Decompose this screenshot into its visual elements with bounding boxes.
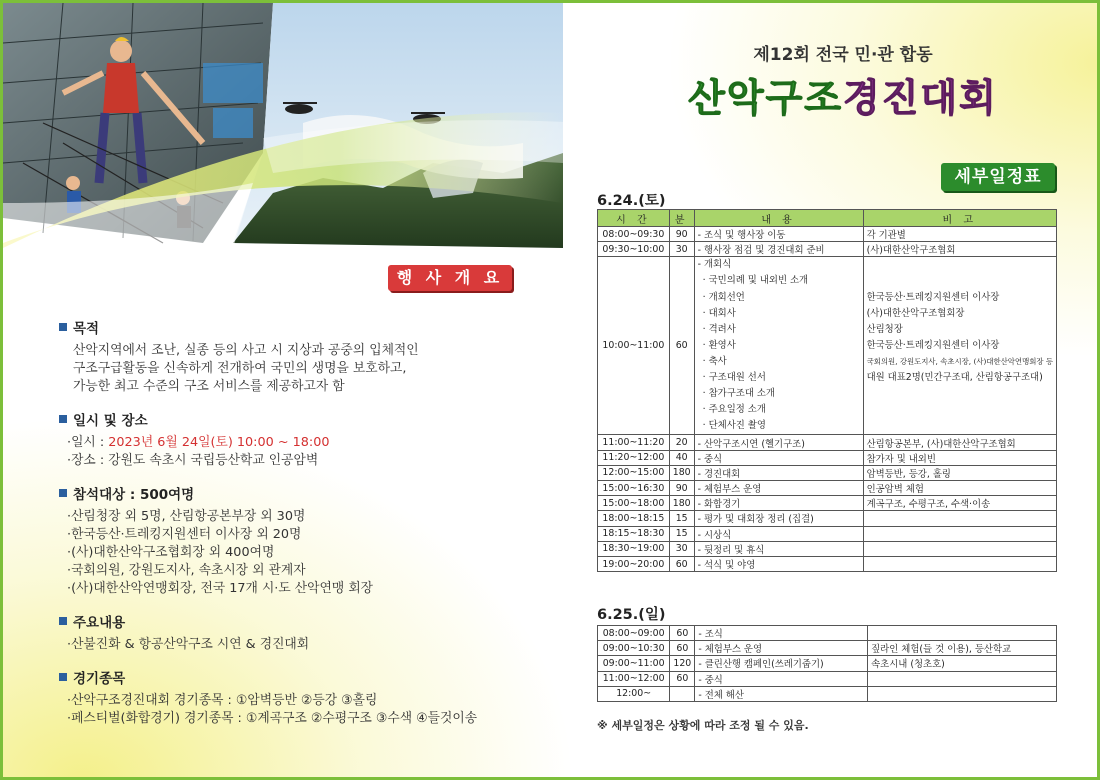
table-cell	[868, 671, 1057, 686]
ceremony-item: · 축사	[702, 355, 727, 367]
table-cell: 09:30~10:00	[598, 242, 670, 257]
table-cell: 60	[669, 556, 694, 571]
table-row	[598, 480, 1057, 495]
overview-badge: 행 사 개 요	[388, 265, 512, 291]
table-row	[598, 671, 1057, 686]
table-cell: 15:00~18:00	[598, 496, 670, 511]
ceremony-item: · 환영사	[702, 339, 736, 351]
table-row	[598, 465, 1057, 480]
section-title: 참석대상 : 500여명	[59, 483, 539, 503]
table-cell: 10:00~11:00	[598, 257, 670, 435]
table-cell: - 산악구조시연 (헬기구조)	[694, 435, 863, 450]
header-note: 비 고	[863, 210, 1056, 227]
table-cell: 60	[669, 257, 694, 435]
table-cell: - 시상식	[694, 526, 863, 541]
table-cell	[670, 686, 695, 701]
table-cell: - 체험부스 운영	[694, 480, 863, 495]
table-row	[598, 556, 1057, 571]
table-header-row	[598, 210, 1057, 227]
table-cell: 18:00~18:15	[598, 511, 670, 526]
table-cell: 11:00~12:00	[598, 671, 670, 686]
table-cell: 인공암벽 체험	[863, 480, 1056, 495]
day2-schedule-table	[597, 625, 1057, 702]
section-line: ·산불진화 & 항공산악구조 시연 & 경진대회	[67, 637, 310, 652]
table-cell: 09:00~11:00	[598, 656, 670, 671]
section-line: ·일시 : 2023년 6월 24일(토) 10:00 ~ 18:00	[67, 435, 330, 450]
table-cell: 참가자 및 내외빈	[863, 450, 1056, 465]
ceremony-note: 산림청장	[866, 323, 903, 335]
ceremony-notes	[863, 257, 1056, 435]
table-row	[598, 686, 1057, 701]
ceremony-item: · 국민의례 및 내외빈 소개	[702, 275, 809, 287]
section-attendees	[59, 483, 539, 598]
header-min: 분	[669, 210, 694, 227]
event-date: 2023년 6월 24일(토) 10:00 ~ 18:00	[108, 435, 330, 450]
table-cell: 40	[669, 450, 694, 465]
table-row-ceremony	[598, 257, 1057, 435]
table-cell: 계곡구조, 수평구조, 수색·이송	[863, 496, 1056, 511]
table-row	[598, 435, 1057, 450]
table-cell: 12:00~15:00	[598, 465, 670, 480]
event-subtitle: 제12회 전국 민·관 합동	[753, 45, 933, 65]
table-cell: 짚라인 체험(들 것 이용), 등산학교	[868, 641, 1057, 656]
section-title: 경기종목	[59, 667, 539, 687]
ceremony-item: · 격려사	[702, 323, 736, 335]
table-row	[598, 526, 1057, 541]
table-cell: 90	[669, 227, 694, 242]
section-line: ·(사)대한산악연맹회장, 전국 17개 시·도 산악연맹 회장	[67, 581, 374, 596]
ceremony-item: · 대회사	[702, 307, 736, 319]
square-bullet-icon	[59, 415, 67, 423]
table-cell: - 체험부스 운영	[695, 641, 868, 656]
section-events	[59, 667, 539, 728]
table-cell	[863, 511, 1056, 526]
square-bullet-icon	[59, 323, 67, 331]
table-cell: 30	[669, 242, 694, 257]
section-line: ·산악구조경진대회 경기종목 : ①암벽등반 ②등강 ③홀링	[67, 693, 378, 708]
day2-date: 6.25.(일)	[597, 607, 666, 623]
table-cell: 각 기관별	[863, 227, 1056, 242]
table-cell	[868, 686, 1057, 701]
overview-sections	[59, 317, 539, 741]
header-time: 시 간	[598, 210, 670, 227]
header-content: 내 용	[694, 210, 863, 227]
table-cell: 15	[669, 511, 694, 526]
section-purpose	[59, 317, 539, 396]
table-row	[598, 511, 1057, 526]
table-cell: 18:15~18:30	[598, 526, 670, 541]
ceremony-item: · 참가구조대 소개	[702, 388, 775, 400]
section-line: 구조구급활동을 신속하게 전개하여 국민의 생명을 보호하고,	[73, 361, 407, 376]
section-line: ·(사)대한산악구조협회장 외 400여명	[67, 545, 275, 560]
section-datetime	[59, 409, 539, 470]
table-cell: (사)대한산악구조협회	[863, 242, 1056, 257]
table-cell: 15:00~16:30	[598, 480, 670, 495]
square-bullet-icon	[59, 617, 67, 625]
square-bullet-icon	[59, 673, 67, 681]
table-cell: - 행사장 점검 및 경진대회 준비	[694, 242, 863, 257]
table-cell: - 중식	[694, 450, 863, 465]
section-line: ·페스티벌(화합경기) 경기종목 : ①계곡구조 ②수평구조 ③수색 ④들것이송	[67, 711, 478, 726]
section-line: 산악지역에서 조난, 실종 등의 사고 시 지상과 공중의 입체적인	[73, 343, 419, 358]
table-cell: 60	[670, 626, 695, 641]
event-title	[633, 67, 1053, 122]
table-cell	[868, 626, 1057, 641]
table-cell: 09:00~10:30	[598, 641, 670, 656]
table-cell: 20	[669, 435, 694, 450]
table-cell: 30	[669, 541, 694, 556]
table-cell: 18:30~19:00	[598, 541, 670, 556]
event-title-part2: 경진대회	[843, 76, 998, 120]
table-cell: 180	[669, 465, 694, 480]
section-line: ·산림청장 외 5명, 산림항공본부장 외 30명	[67, 509, 306, 524]
table-cell: - 뒷정리 및 휴식	[694, 541, 863, 556]
table-cell: 08:00~09:30	[598, 227, 670, 242]
photo-collage	[3, 3, 563, 248]
square-bullet-icon	[59, 489, 67, 497]
table-cell: 산림항공본부, (사)대한산악구조협회	[863, 435, 1056, 450]
table-row	[598, 541, 1057, 556]
ceremony-item: · 주요일정 소개	[702, 404, 766, 416]
ceremony-note	[867, 257, 1053, 273]
ceremony-items	[694, 257, 863, 435]
table-cell: 속초시내 (청초호)	[868, 656, 1057, 671]
table-cell: 90	[669, 480, 694, 495]
ceremony-note: 대원 대표2명(민간구조대, 산림항공구조대)	[866, 372, 1043, 384]
table-cell: - 중식	[695, 671, 868, 686]
ceremony-item: · 구조대원 선서	[702, 372, 766, 384]
schedule-badge: 세부일정표	[941, 163, 1055, 191]
ceremony-note	[867, 386, 1053, 402]
table-cell: 15	[669, 526, 694, 541]
table-cell	[863, 526, 1056, 541]
section-title: 목적	[59, 317, 539, 337]
ceremony-note: 한국등산·트레킹지원센터 이사장	[866, 291, 1000, 303]
table-cell: - 화합경기	[694, 496, 863, 511]
table-cell: 60	[670, 671, 695, 686]
section-title: 주요내용	[59, 611, 539, 631]
section-line: ·국회의원, 강원도지사, 속초시장 외 관계자	[67, 563, 306, 578]
table-row	[598, 626, 1057, 641]
ceremony-note	[867, 273, 1053, 289]
section-line: ·장소 : 강원도 속초시 국립등산학교 인공암벽	[67, 453, 319, 468]
table-cell: 60	[670, 641, 695, 656]
table-cell: - 석식 및 야영	[694, 556, 863, 571]
table-row	[598, 227, 1057, 242]
table-row	[598, 641, 1057, 656]
ceremony-note: 국회의원, 강원도지사, 속초시장, (사)대한산악연맹회장 등	[866, 356, 1053, 366]
ceremony-item: - 개회식	[697, 259, 732, 271]
day1-date: 6.24.(토)	[597, 193, 666, 209]
ceremony-note	[867, 418, 1053, 434]
table-cell: 19:00~20:00	[598, 556, 670, 571]
table-row	[598, 496, 1057, 511]
table-cell: 11:00~11:20	[598, 435, 670, 450]
table-cell: - 조식	[695, 626, 868, 641]
table-cell: 08:00~09:00	[598, 626, 670, 641]
table-cell	[863, 556, 1056, 571]
table-cell: - 전체 해산	[695, 686, 868, 701]
table-cell: 12:00~	[598, 686, 670, 701]
table-cell: 180	[669, 496, 694, 511]
event-title-part1: 산악구조	[688, 76, 843, 120]
table-cell: - 조식 및 행사장 이동	[694, 227, 863, 242]
table-cell: - 클린산행 캠페인(쓰레기줍기)	[695, 656, 868, 671]
table-cell: - 평가 및 대회장 정리 (집결)	[694, 511, 863, 526]
section-line: 가능한 최고 수준의 구조 서비스를 제공하고자 함	[73, 379, 345, 394]
table-cell: 120	[670, 656, 695, 671]
ceremony-item: · 개회선언	[702, 291, 745, 303]
ceremony-note: (사)대한산악구조협회장	[866, 307, 965, 319]
day1-schedule-table	[597, 209, 1057, 572]
ceremony-item: · 단체사진 촬영	[702, 420, 766, 432]
table-cell	[863, 541, 1056, 556]
table-cell: 11:20~12:00	[598, 450, 670, 465]
table-row	[598, 656, 1057, 671]
table-cell: 암벽등반, 등강, 홀링	[863, 465, 1056, 480]
ceremony-note: 한국등산·트레킹지원센터 이사장	[866, 339, 1000, 351]
section-contents	[59, 611, 539, 654]
table-cell: - 경진대회	[694, 465, 863, 480]
table-row	[598, 450, 1057, 465]
section-line: ·한국등산·트레킹지원센터 이사장 외 20명	[67, 527, 302, 542]
schedule-note: ※ 세부일정은 상황에 따라 조정 될 수 있음.	[597, 719, 809, 732]
section-title: 일시 및 장소	[59, 409, 539, 429]
ceremony-note	[867, 402, 1053, 418]
table-row	[598, 242, 1057, 257]
